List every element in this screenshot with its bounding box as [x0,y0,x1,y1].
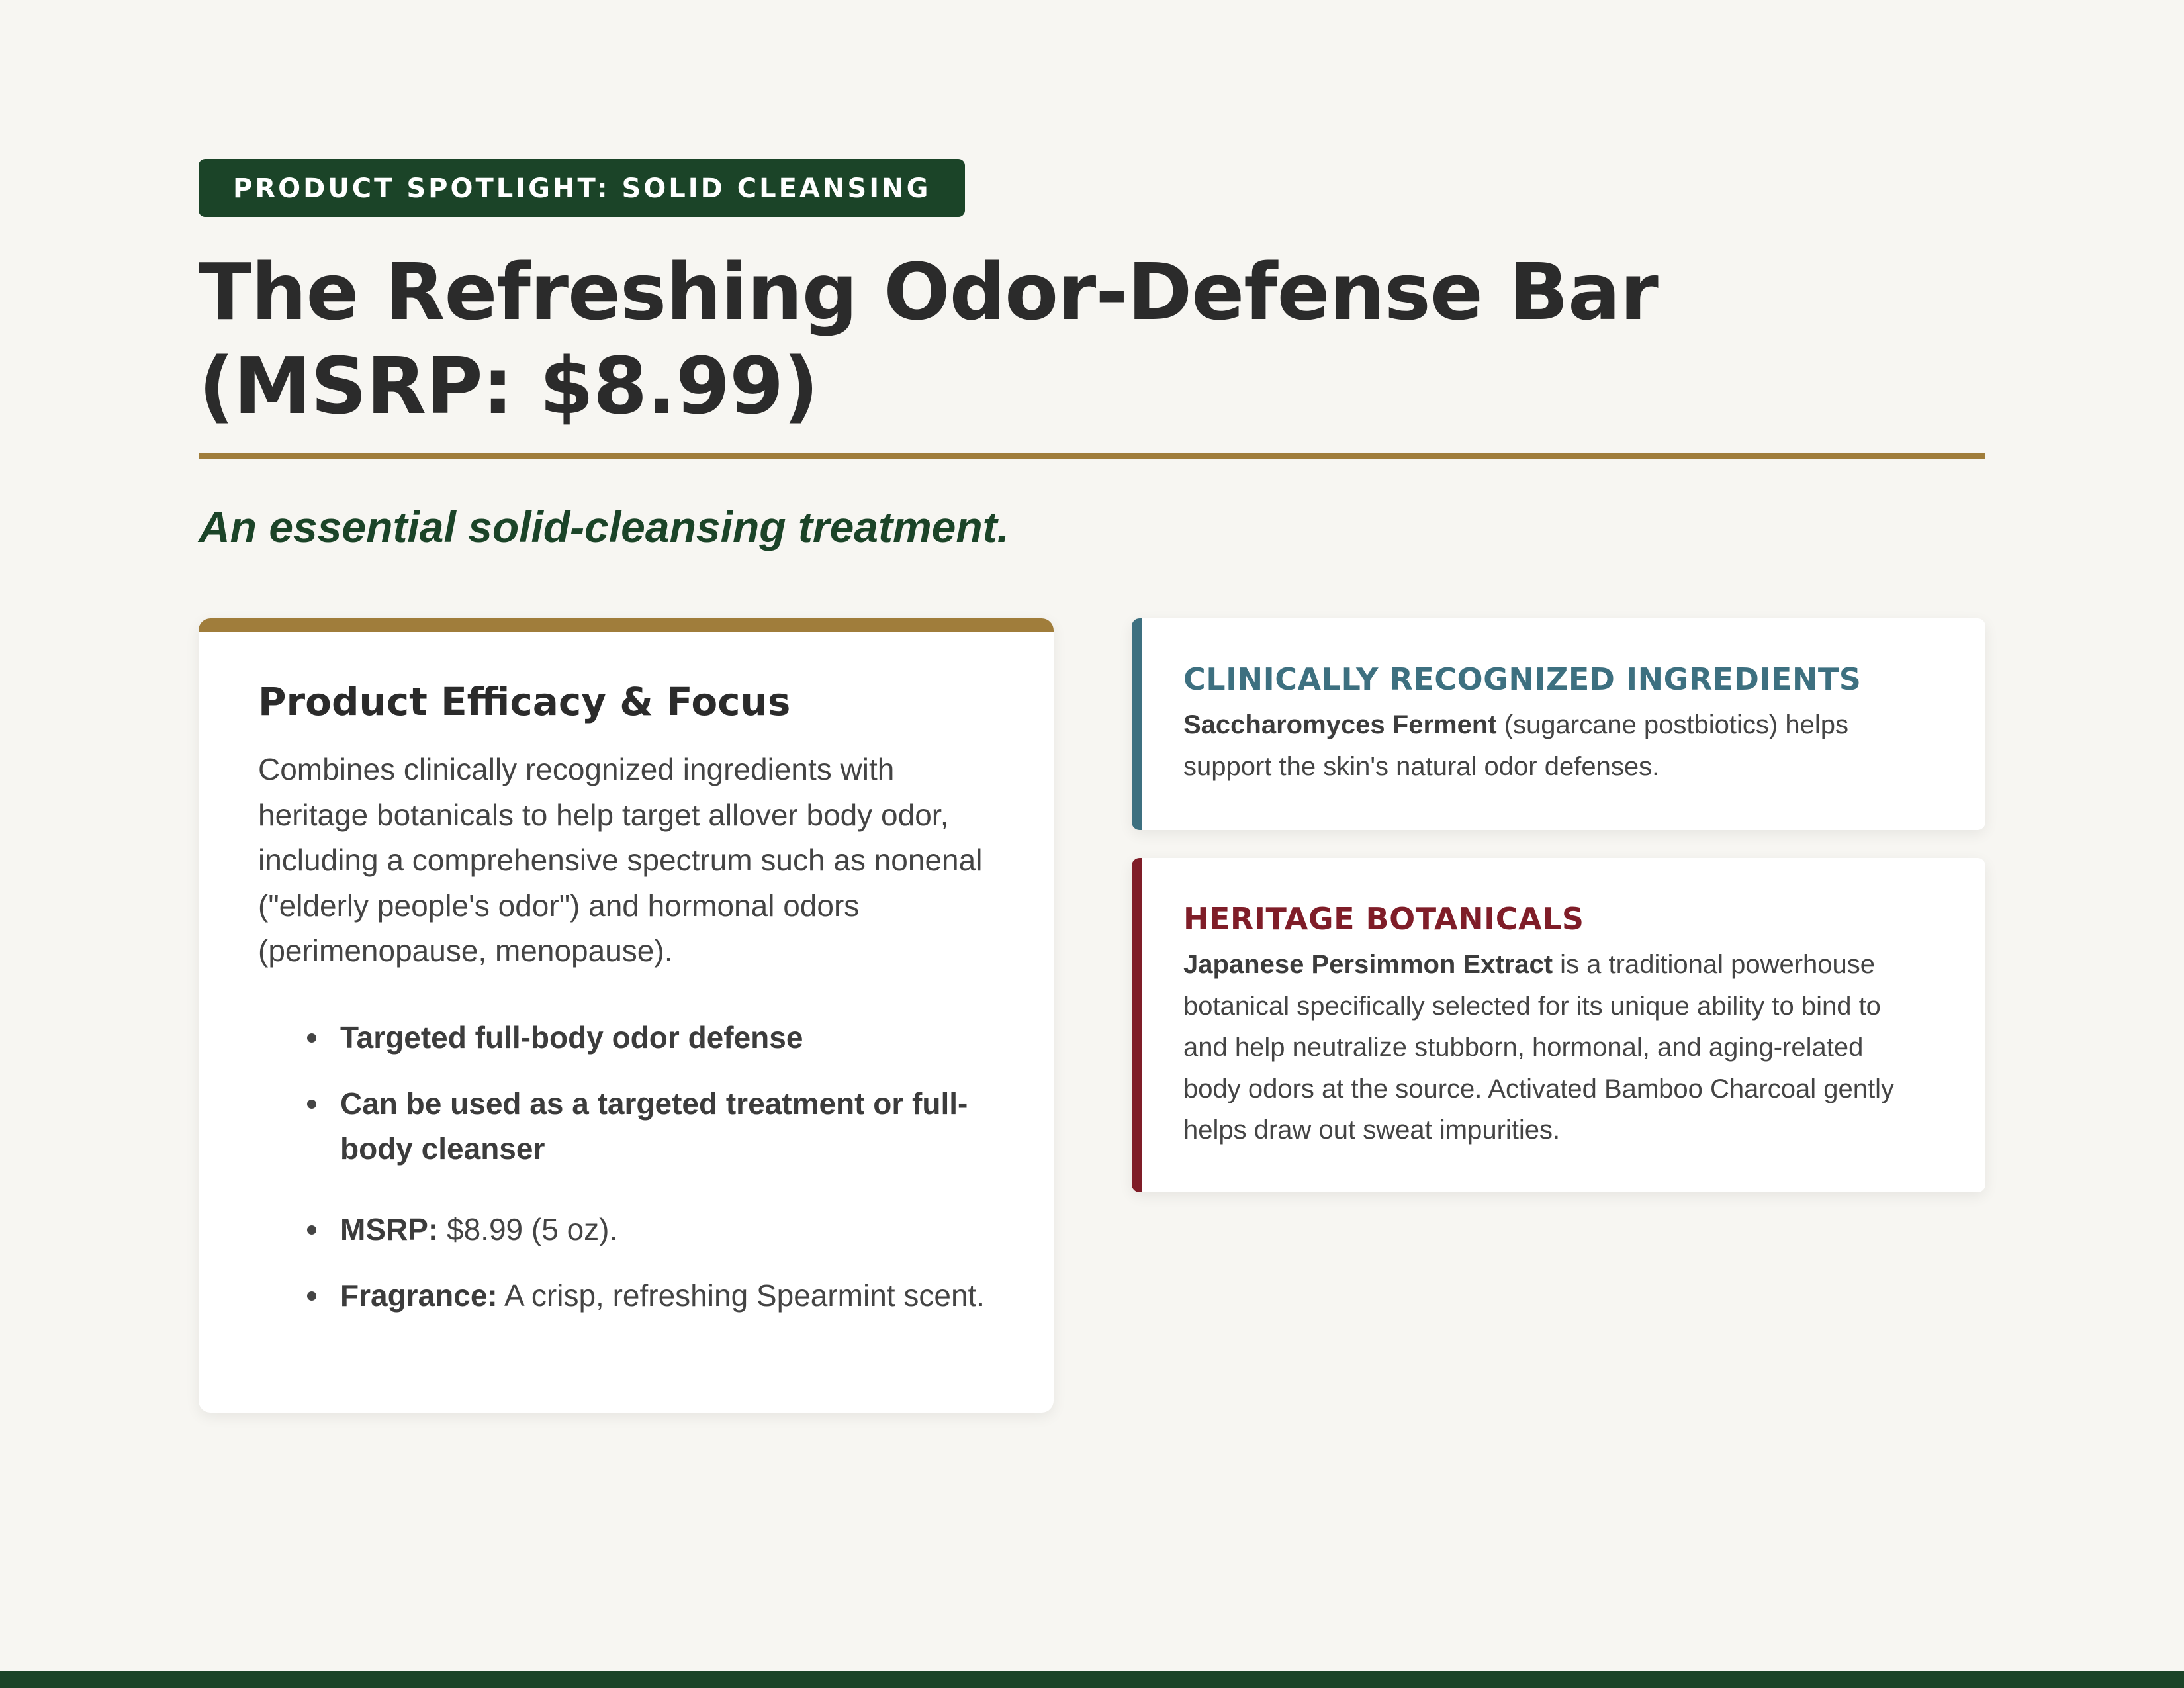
page-subtitle: An essential solid-cleansing treatment. [199,502,1009,551]
ingredients-card [1132,618,1985,830]
title-divider [199,453,1985,459]
list-item [281,1273,994,1318]
efficacy-bullet-list [258,1015,994,1318]
botanical-text: is a traditional powerhouse botanical specifically selected for its unique ability to bind to and help neutralize stubborn, hormonal, and aging-related body odors at the source. Activated Bamboo Charcoal gently helps draw out sweat impurities. [1183,950,1894,1145]
bullet-text: A crisp, refreshing Spearmint scent. [497,1278,985,1313]
list-item [281,1081,994,1171]
bullet-icon [307,1291,316,1301]
bullet-bold: Targeted full-body odor defense [340,1019,803,1055]
ingredient-text: (sugarcane postbiotics) helps support the skin's natural odor defenses. [1183,710,1848,781]
bullet-icon [307,1033,316,1043]
bullet-bold: Fragrance: [340,1278,498,1313]
footer-bar [0,1671,2184,1688]
botanical-name: Japanese Persimmon Extract [1183,950,1553,979]
botanicals-card [1132,858,1985,1192]
spotlight-page [199,159,1985,553]
botanicals-heading: HERITAGE BOTANICALS [1183,901,1584,937]
ingredients-description [1183,704,1926,787]
category-badge: PRODUCT SPOTLIGHT: SOLID CLEANSING [199,159,965,217]
page-title: The Refreshing Odor-Defense Bar (MSRP: $8.99) [199,246,1658,432]
efficacy-description: Combines clinically recognized ingredients with heritage botanicals to help target allover body odor, including a comprehensive spectrum such as nonenal ("elderly people's odor") and hormonal odors (perimenopause, menopause). [258,752,983,968]
efficacy-card [199,618,1054,1413]
botanicals-description [1183,944,1926,1151]
bullet-bold: MSRP: [340,1211,439,1246]
botanicals-card-accent [1132,858,1142,1192]
bullet-icon [307,1225,316,1235]
bullet-icon [307,1100,316,1109]
bullet-bold: Can be used as a targeted treatment or full-body cleanser [340,1086,968,1166]
list-item [281,1015,994,1060]
list-item [281,1207,994,1252]
efficacy-card-accent [199,618,1054,632]
ingredients-heading: CLINICALLY RECOGNIZED INGREDIENTS [1183,661,1862,697]
efficacy-heading: Product Efficacy & Focus [258,679,791,724]
ingredient-name: Saccharomyces Ferment [1183,710,1497,739]
ingredients-card-accent [1132,618,1142,830]
bullet-text: $8.99 (5 oz). [438,1211,618,1246]
